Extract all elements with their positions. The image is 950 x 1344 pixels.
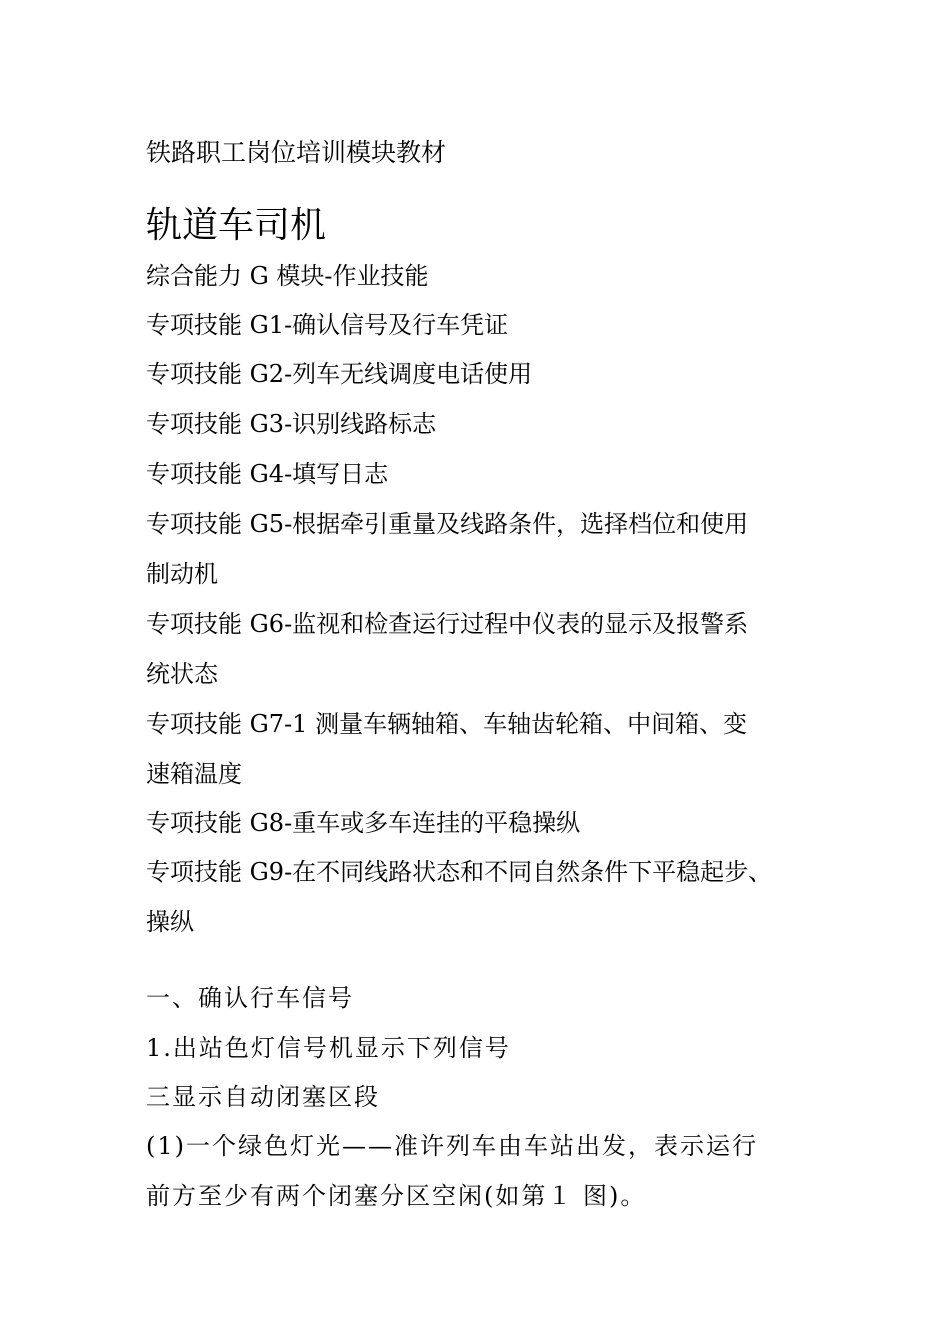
document-subtitle: 铁路职工岗位培训模块教材	[146, 138, 447, 167]
subsection-label: 三显示自动闭塞区段	[146, 1083, 380, 1111]
skill-g9-continued: 操纵	[146, 908, 194, 936]
paragraph-line-1: (1)一个绿色灯光——准许列车由车站出发，表示运行	[146, 1132, 758, 1160]
skill-g1: 专项技能 G1-确认信号及行车凭证	[146, 311, 509, 339]
module-heading: 综合能力 G 模块-作业技能	[146, 262, 429, 290]
skill-g7: 专项技能 G7-1 测量车辆轴箱、车轴齿轮箱、中间箱、变	[146, 710, 748, 738]
skill-g7-continued: 速箱温度	[146, 760, 242, 788]
skill-g6: 专项技能 G6-监视和检查运行过程中仪表的显示及报警系	[146, 610, 749, 638]
skill-g2: 专项技能 G2-列车无线调度电话使用	[146, 360, 533, 388]
paragraph-line-2: 前方至少有两个闭塞分区空闲(如第１ 图)。	[146, 1182, 647, 1210]
document-title: 轨道车司机	[146, 205, 327, 246]
section-heading: 一、确认行车信号	[146, 984, 354, 1012]
skill-g6-continued: 统状态	[146, 660, 218, 688]
skill-g8: 专项技能 G8-重车或多车连挂的平稳操纵	[146, 809, 581, 837]
subsection-heading: 1.出站色灯信号机显示下列信号	[146, 1034, 511, 1062]
skill-g5-continued: 制动机	[146, 560, 218, 588]
skill-g5: 专项技能 G5-根据牵引重量及线路条件，选择档位和使用	[146, 510, 749, 538]
skill-g9: 专项技能 G9-在不同线路状态和不同自然条件下平稳起步、	[146, 858, 773, 886]
skill-g4: 专项技能 G4-填写日志	[146, 460, 389, 488]
skill-g3: 专项技能 G3-识别线路标志	[146, 410, 437, 438]
